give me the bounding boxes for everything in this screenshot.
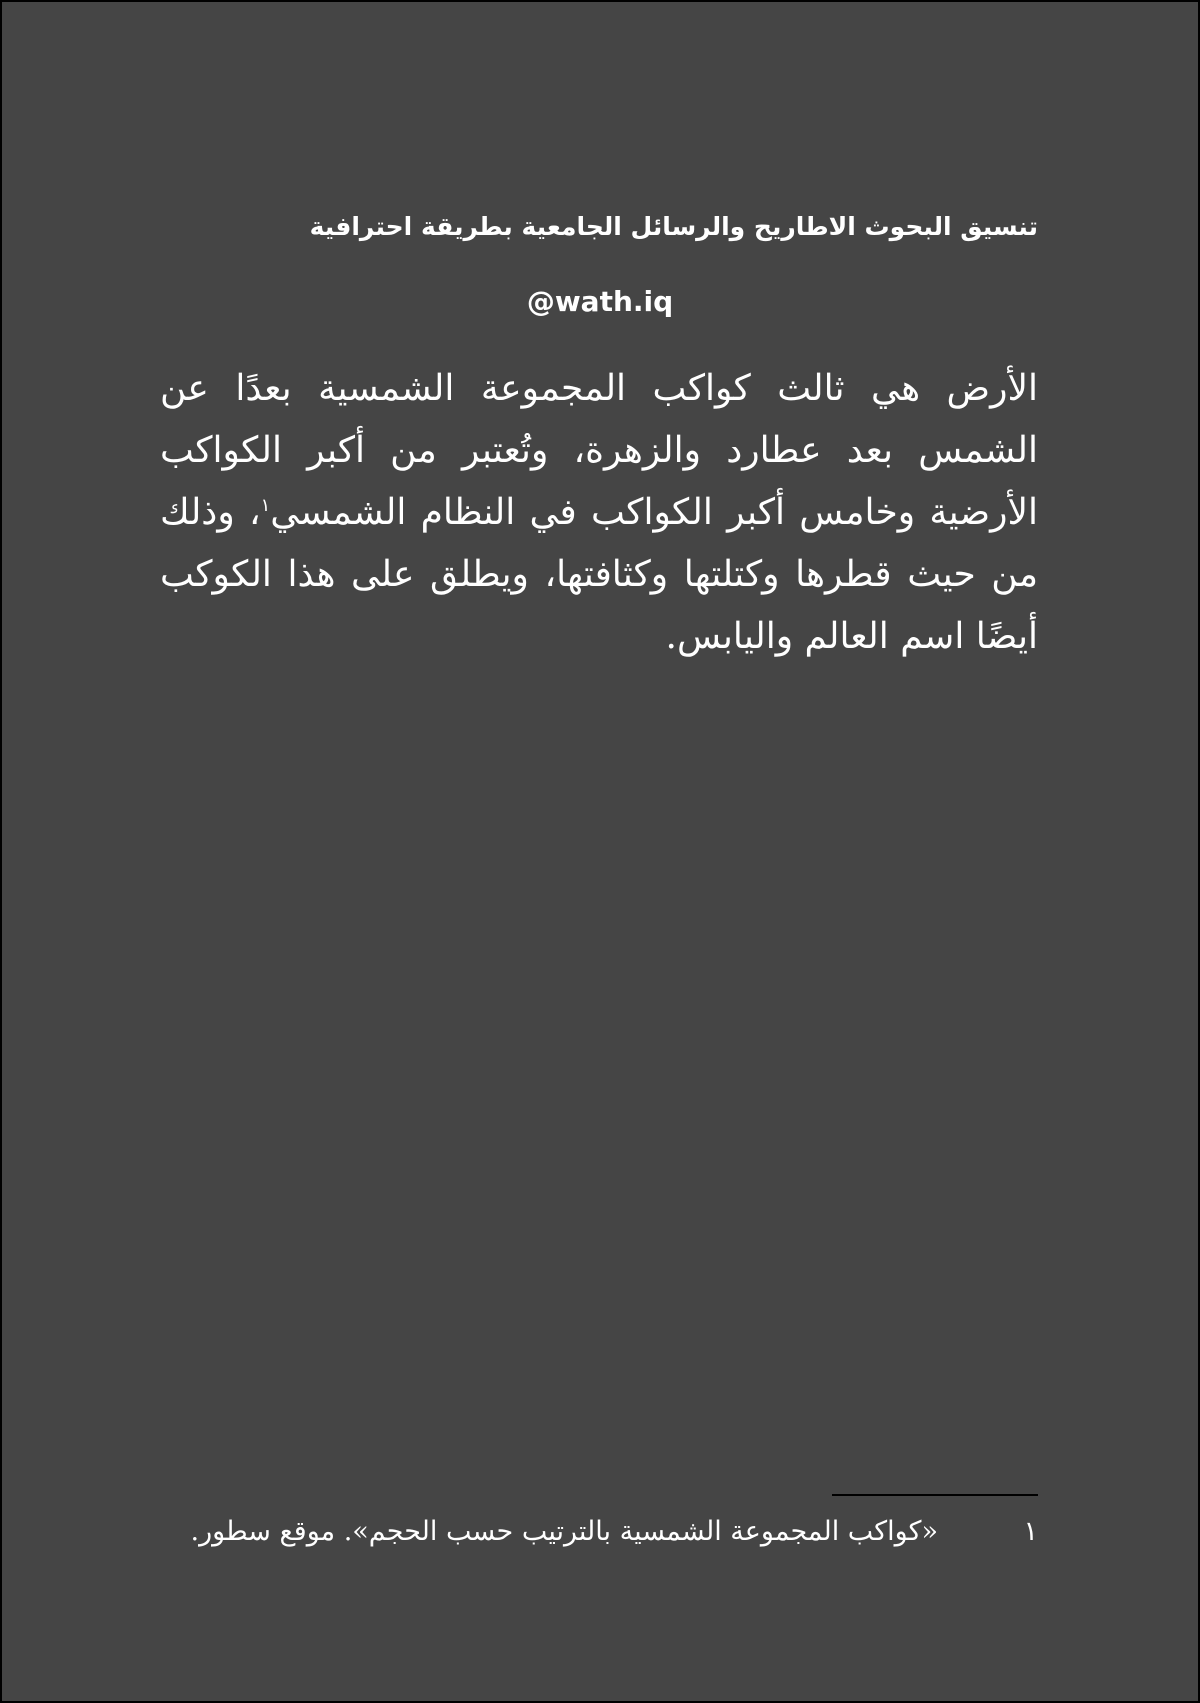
footnote-text: «كواكب المجموعة الشمسية بالترتيب حسب الحجم». موقع سطور. (190, 1516, 938, 1547)
social-handle: @wath.iq (526, 285, 674, 318)
header-title: تنسيق البحوث الاطاريح والرسائل الجامعية بطريقة احترافية (309, 212, 1038, 241)
footnote-reference[interactable]: ١ (260, 495, 271, 516)
paragraph-rest: ، وذلك من حيث قطرها وكتلتها وكثافتها، ويطلق على هذا الكوكب أيضًا اسم العالم واليابس. (160, 492, 1038, 657)
footnote (160, 1510, 1038, 1554)
footnote-divider (832, 1494, 1038, 1496)
body-paragraph (160, 358, 1038, 668)
paragraph-text: الأرض هي ثالث كواكب المجموعة الشمسية بعدًا عن الشمس بعد عطارد والزهرة، وتُعتبر من أكبر الكواكب الأرضية وخامس أكبر الكواكب في النظام الشمسي (160, 368, 1039, 533)
footnote-number: ١ (1023, 1516, 1038, 1547)
